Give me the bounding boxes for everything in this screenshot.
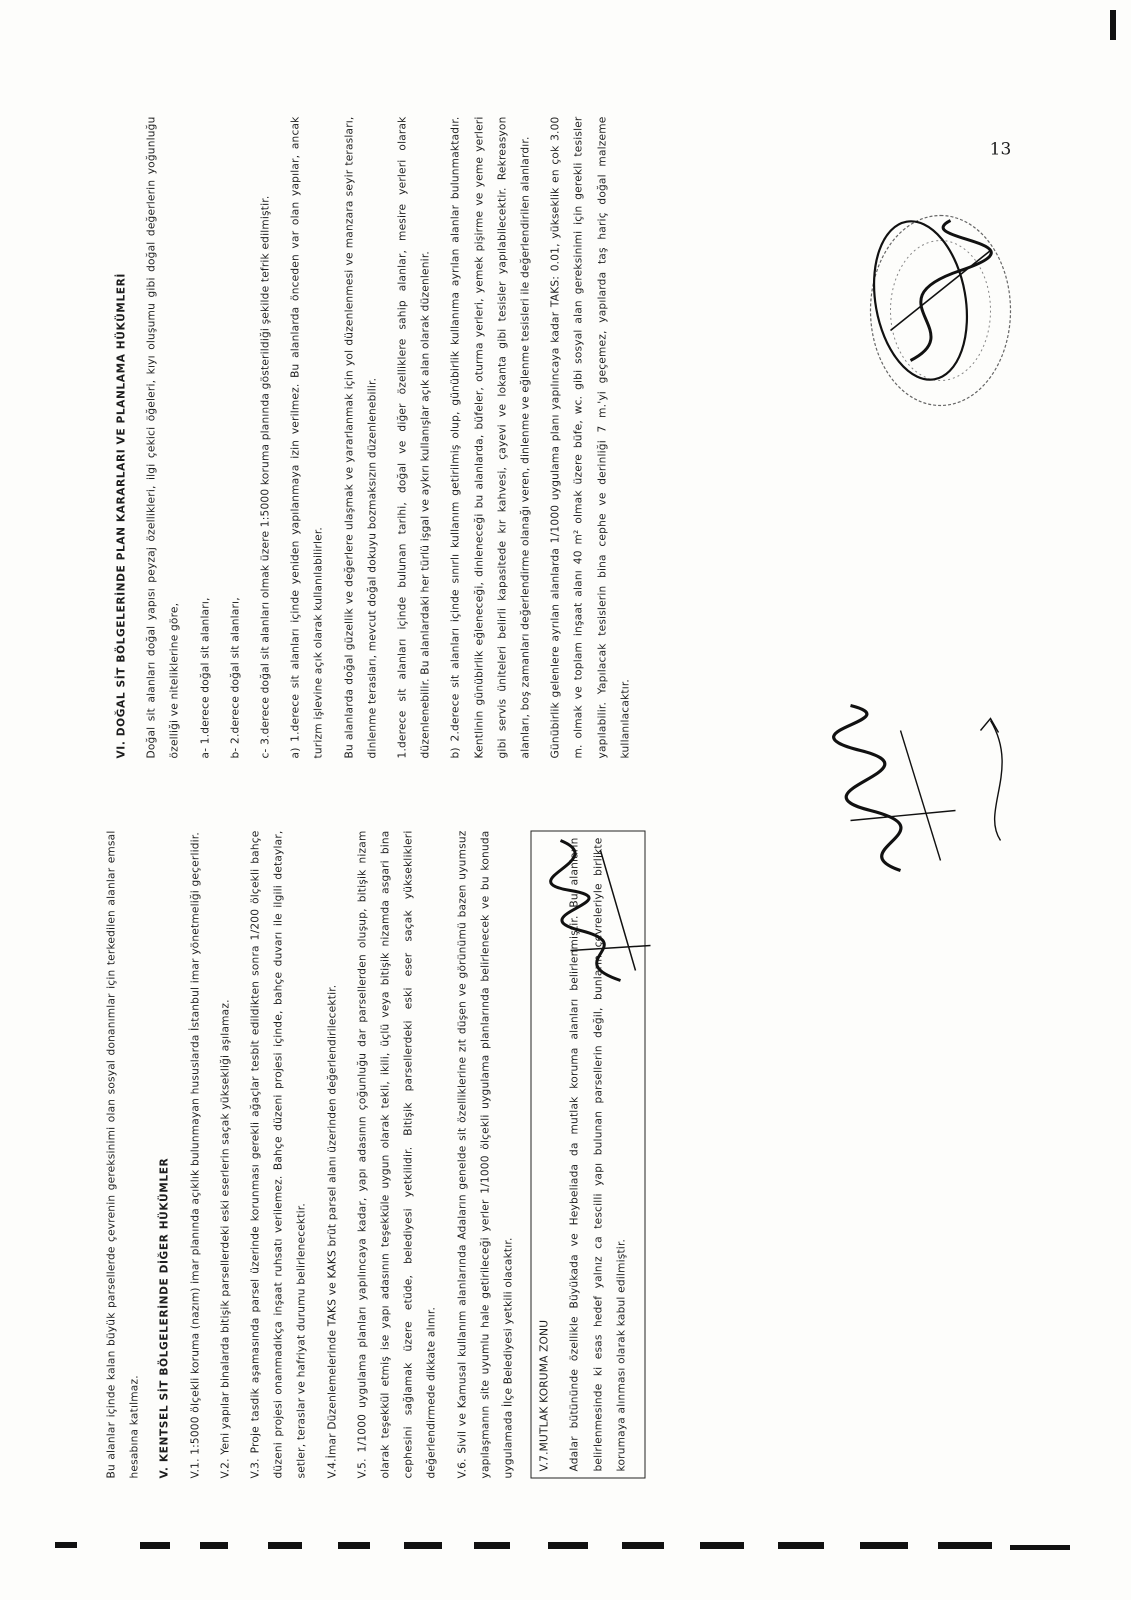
paragraph-v3: V.3. Proje tasdik aşamasında parsel üzerinde korunması gerekli ağaçlar tesbit edildikten sonra 1/200 ölçekli bahçe düzeni projesi onanmadıkça inşaat ruhsatı verilemez. Bahçe düzeni projesi içinde, bahçe duvarı ile ilgili detaylar, setler, teraslar ve hafriyat durumu belirlenecektir.: [249, 830, 308, 1478]
scan-edge-mark: [622, 1542, 664, 1549]
heading-dogal-sit: VI. DOĞAL SİT BÖLGELERİNDE PLAN KARARLARI VE PLANLAMA HÜKÜMLERİ: [115, 272, 127, 758]
list-item-c: c- 3.derece doğal sit alanları olmak üzere 1:5000 koruma planında gösterildiği şekilde tefrik edilmiştir.: [259, 195, 272, 758]
scan-edge-mark: [778, 1542, 824, 1549]
signature-left-top: [540, 830, 660, 990]
annotation-arrow: [960, 710, 1040, 850]
scan-edge-mark: [860, 1542, 908, 1549]
scan-edge-mark: [200, 1542, 228, 1549]
scan-edge-mark: [700, 1542, 744, 1549]
paragraph-vi-p3: Günübirlik gelenlere ayrılan alanlarda 1/1000 uygulama planı yapılıncaya kadar TAKS: 0.01, yükseklik en çok 3.00 m. olmak ve toplam inşaat alanı 40 m² olmak üzere büfe, wc. gibi sosyal alan gereksinimi için gerekli tesisler yapılabilir. Yapılacak tesislerin bina cephe ve derinliği 7 m.'yi geçemez, yapılarda taş hariç doğal malzeme kullanılacaktır.: [549, 116, 631, 758]
scan-edge-mark: [404, 1542, 442, 1549]
stamp-seal: [850, 200, 1030, 420]
right-column: [110, 116, 644, 758]
paragraph-v6: V.6. Sivil ve Kamusal kullanım alanlarında Adaların genelde sit özelliklerine zıt düşen ve görünümü bazen uyumsuz yapılaşmanın site uyumlu hale getirileceği yerler 1/1000 ölçekli uygulama planlarında belirlenecek ve bu konuda uygulamada İlçe Belediyesi yetkili olacaktır.: [455, 830, 515, 1478]
paragraph-vi-p2: 1.derece sit alanları içinde bulunan tarihi, doğal ve diğer özelliklere sahip alanlar, mesire yerleri olarak düzenlenebilir. Bu alanlardaki her türlü işgal ve aykırı kullanışlar açık alan olarak düzenlenir.: [396, 116, 432, 758]
scan-edge-mark: [338, 1542, 370, 1549]
paragraph-vi-a: a) 1.derece sit alanları içinde yeniden yapılanmaya izin verilmez. Bu alanlarda önceden var olan yapılar, ancak turizm işlevine açık olarak kullanılabilirler.: [289, 116, 325, 758]
scan-edge-mark: [1110, 10, 1116, 40]
paragraph-intro: Bu alanlar içinde kalan büyük parsellerde çevrenin gereksinimi olan sosyal donanımlar için terkedilen alanlar emsal hesabına katılmaz.: [105, 830, 141, 1478]
paragraph-v4: V.4.İmar Düzenlemelerinde TAKS ve KAKS brüt parsel alanı üzerinden değerlendirilecektir.: [325, 984, 338, 1478]
paragraph-v2: V.2. Yeni yapılar binalarda bitişik parsellerdeki eski eserlerin saçak yüksekliği aşılamaz.: [218, 998, 231, 1478]
scan-edge-mark: [140, 1542, 170, 1549]
scan-edge-mark: [938, 1542, 992, 1549]
paragraph-vi-p1: Bu alanlarda doğal güzellik ve değerlere ulaşmak ve yararlanmak için yol düzenlenmesi ve manzara seyir terasları, dinlenme terasları, mevcut doğal dokuyu bozmaksızın düzenlenebilir.: [342, 116, 378, 758]
paragraph-vi-intro: Doğal sit alanları doğal yapısı peyzaj özellikleri, ilgi çekici öğeleri, kıyı oluşumu gibi doğal değerlerin yoğunluğu özelliği ve niteliklerine göre,: [145, 116, 181, 758]
heading-kentsel-sit: V. KENTSEL SİT BÖLGELERİNDE DİĞER HÜKÜMLER: [158, 1157, 171, 1478]
list-item-a: a- 1.derece doğal sit alanları,: [198, 596, 211, 758]
paragraph-v1: V.1. 1:5000 ölçekli koruma (nazım) imar planında açıklık bulunmayan hususlarda İstanbul imar yönetmeliği geçerlidir.: [188, 831, 201, 1478]
paragraph-v7: Adalar bütününde özellikle Büyükada ve Heybeliada da mutlak koruma alanları belirlenmiştir. Bu alanların belirlenmesinde ki esas hedef yalnız ca tescilli yapı bulunan parsellerin değil, bunların çevreleriyle birlikte korumaya alınması olarak kabul edilmiştir.: [568, 837, 627, 1471]
heading-v7: V.7.MUTLAK KORUMA ZONU: [538, 1319, 551, 1471]
scan-edge-mark: [268, 1542, 302, 1549]
signature-left-bottom: [830, 700, 960, 880]
paragraph-v5: V.5. 1/1000 uygulama planları yapılıncaya kadar, yapı adasının çoğunluğu dar parsellerden oluşup, bitişik nizam olarak teşekkül etmiş ise yapı adasının teşekküle uygun olarak tekli, ikili, üçlü veya bitişik nizamda asgari bina cephesini sağlamak üzere etüde, belediyesi yetkilidir. Bitişik parsellerdeki eski eser saçak yükseklikleri değerlendirmede dikkate alınır.: [355, 830, 438, 1478]
scan-edge-mark: [1010, 1545, 1070, 1550]
scan-edge-mark: [474, 1542, 510, 1549]
scan-edge-mark: [55, 1542, 77, 1548]
scan-edge-mark: [548, 1542, 588, 1549]
page-number: 13: [989, 139, 1011, 160]
list-item-b: b- 2.derece doğal sit alanları,: [228, 596, 241, 758]
paragraph-vi-b: b) 2.derece sit alanları içinde sınırlı kullanım getirilmiş olup, günübirlik kullanıma ayrılan alanlar bulunmaktadır. Kentlinin günübirlik eğleneceği, dinleneceği bu alanlarda, büfeler, oturma yerleri, yemek pişirme ve yeme yerleri gibi servis üniteleri belirli kapasitede kır kahvesi, çayevi ve lokanta gibi tesisler yapılabilecektir. Rekreasyon alanları, boş zamanları değerlendirme olanağı veren, dinlenme ve eğlenme tesisleri ile değerlendirilen alanlardır.: [449, 116, 532, 758]
